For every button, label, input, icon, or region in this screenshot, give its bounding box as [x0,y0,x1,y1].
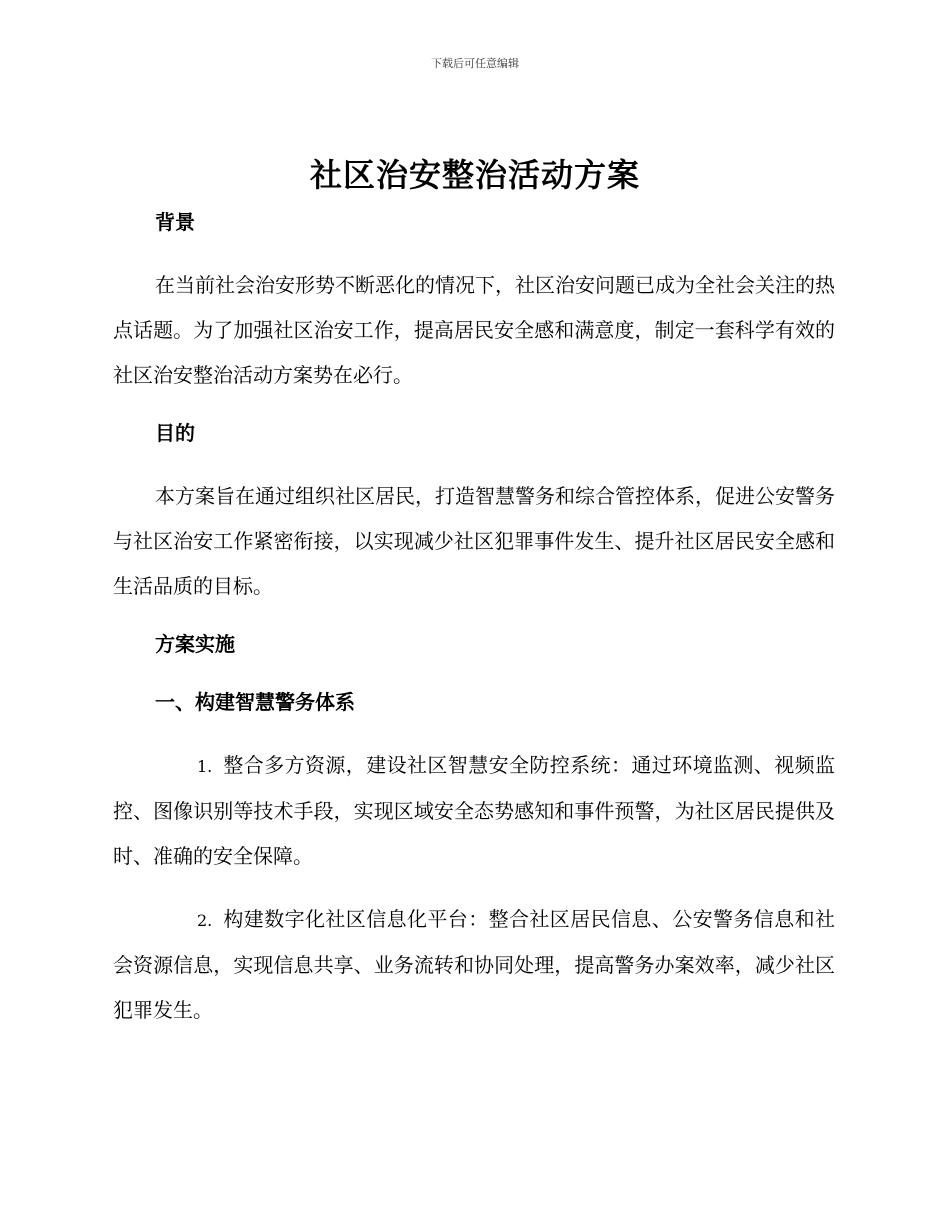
list-item-1 [113,743,835,879]
list-item-number: 2. [197,911,213,930]
implementation-heading: 方案实施 [155,632,235,656]
list-item-number: 1. [197,757,213,776]
header-note: 下载后可任意编辑 [431,57,519,70]
list-item-text: 构建数字化社区信息化平台：整合社区居民信息、公安警务信息和社会资源信息，实现信息共享、业务流转和协同处理，提高警务办案效率，减少社区犯罪发生。 [113,907,835,1022]
document-body [113,205,835,1051]
background-heading: 背景 [155,210,195,234]
list-item-text: 整合多方资源，建设社区智慧安全防控系统：通过环境监测、视频监控、图像识别等技术手段，实现区域安全态势感知和事件预警，为社区居民提供及时、准确的安全保障。 [113,753,835,868]
purpose-heading: 目的 [155,421,195,445]
list-item-2 [113,897,835,1033]
purpose-paragraph: 本方案旨在通过组织社区居民，打造智慧警务和综合管控体系，促进公安警务与社区治安工作紧密衔接，以实现减少社区犯罪事件发生、提升社区居民安全感和生活品质的目标。 [113,484,835,598]
document-title: 社区治安整治活动方案 [309,156,640,194]
part1-heading: 一、构建智慧警务体系 [155,690,355,714]
background-paragraph: 在当前社会治安形势不断恶化的情况下，社区治安问题已成为全社会关注的热点话题。为了加强社区治安工作，提高居民安全感和满意度，制定一套科学有效的社区治安整治活动方案势在必行。 [113,273,835,387]
